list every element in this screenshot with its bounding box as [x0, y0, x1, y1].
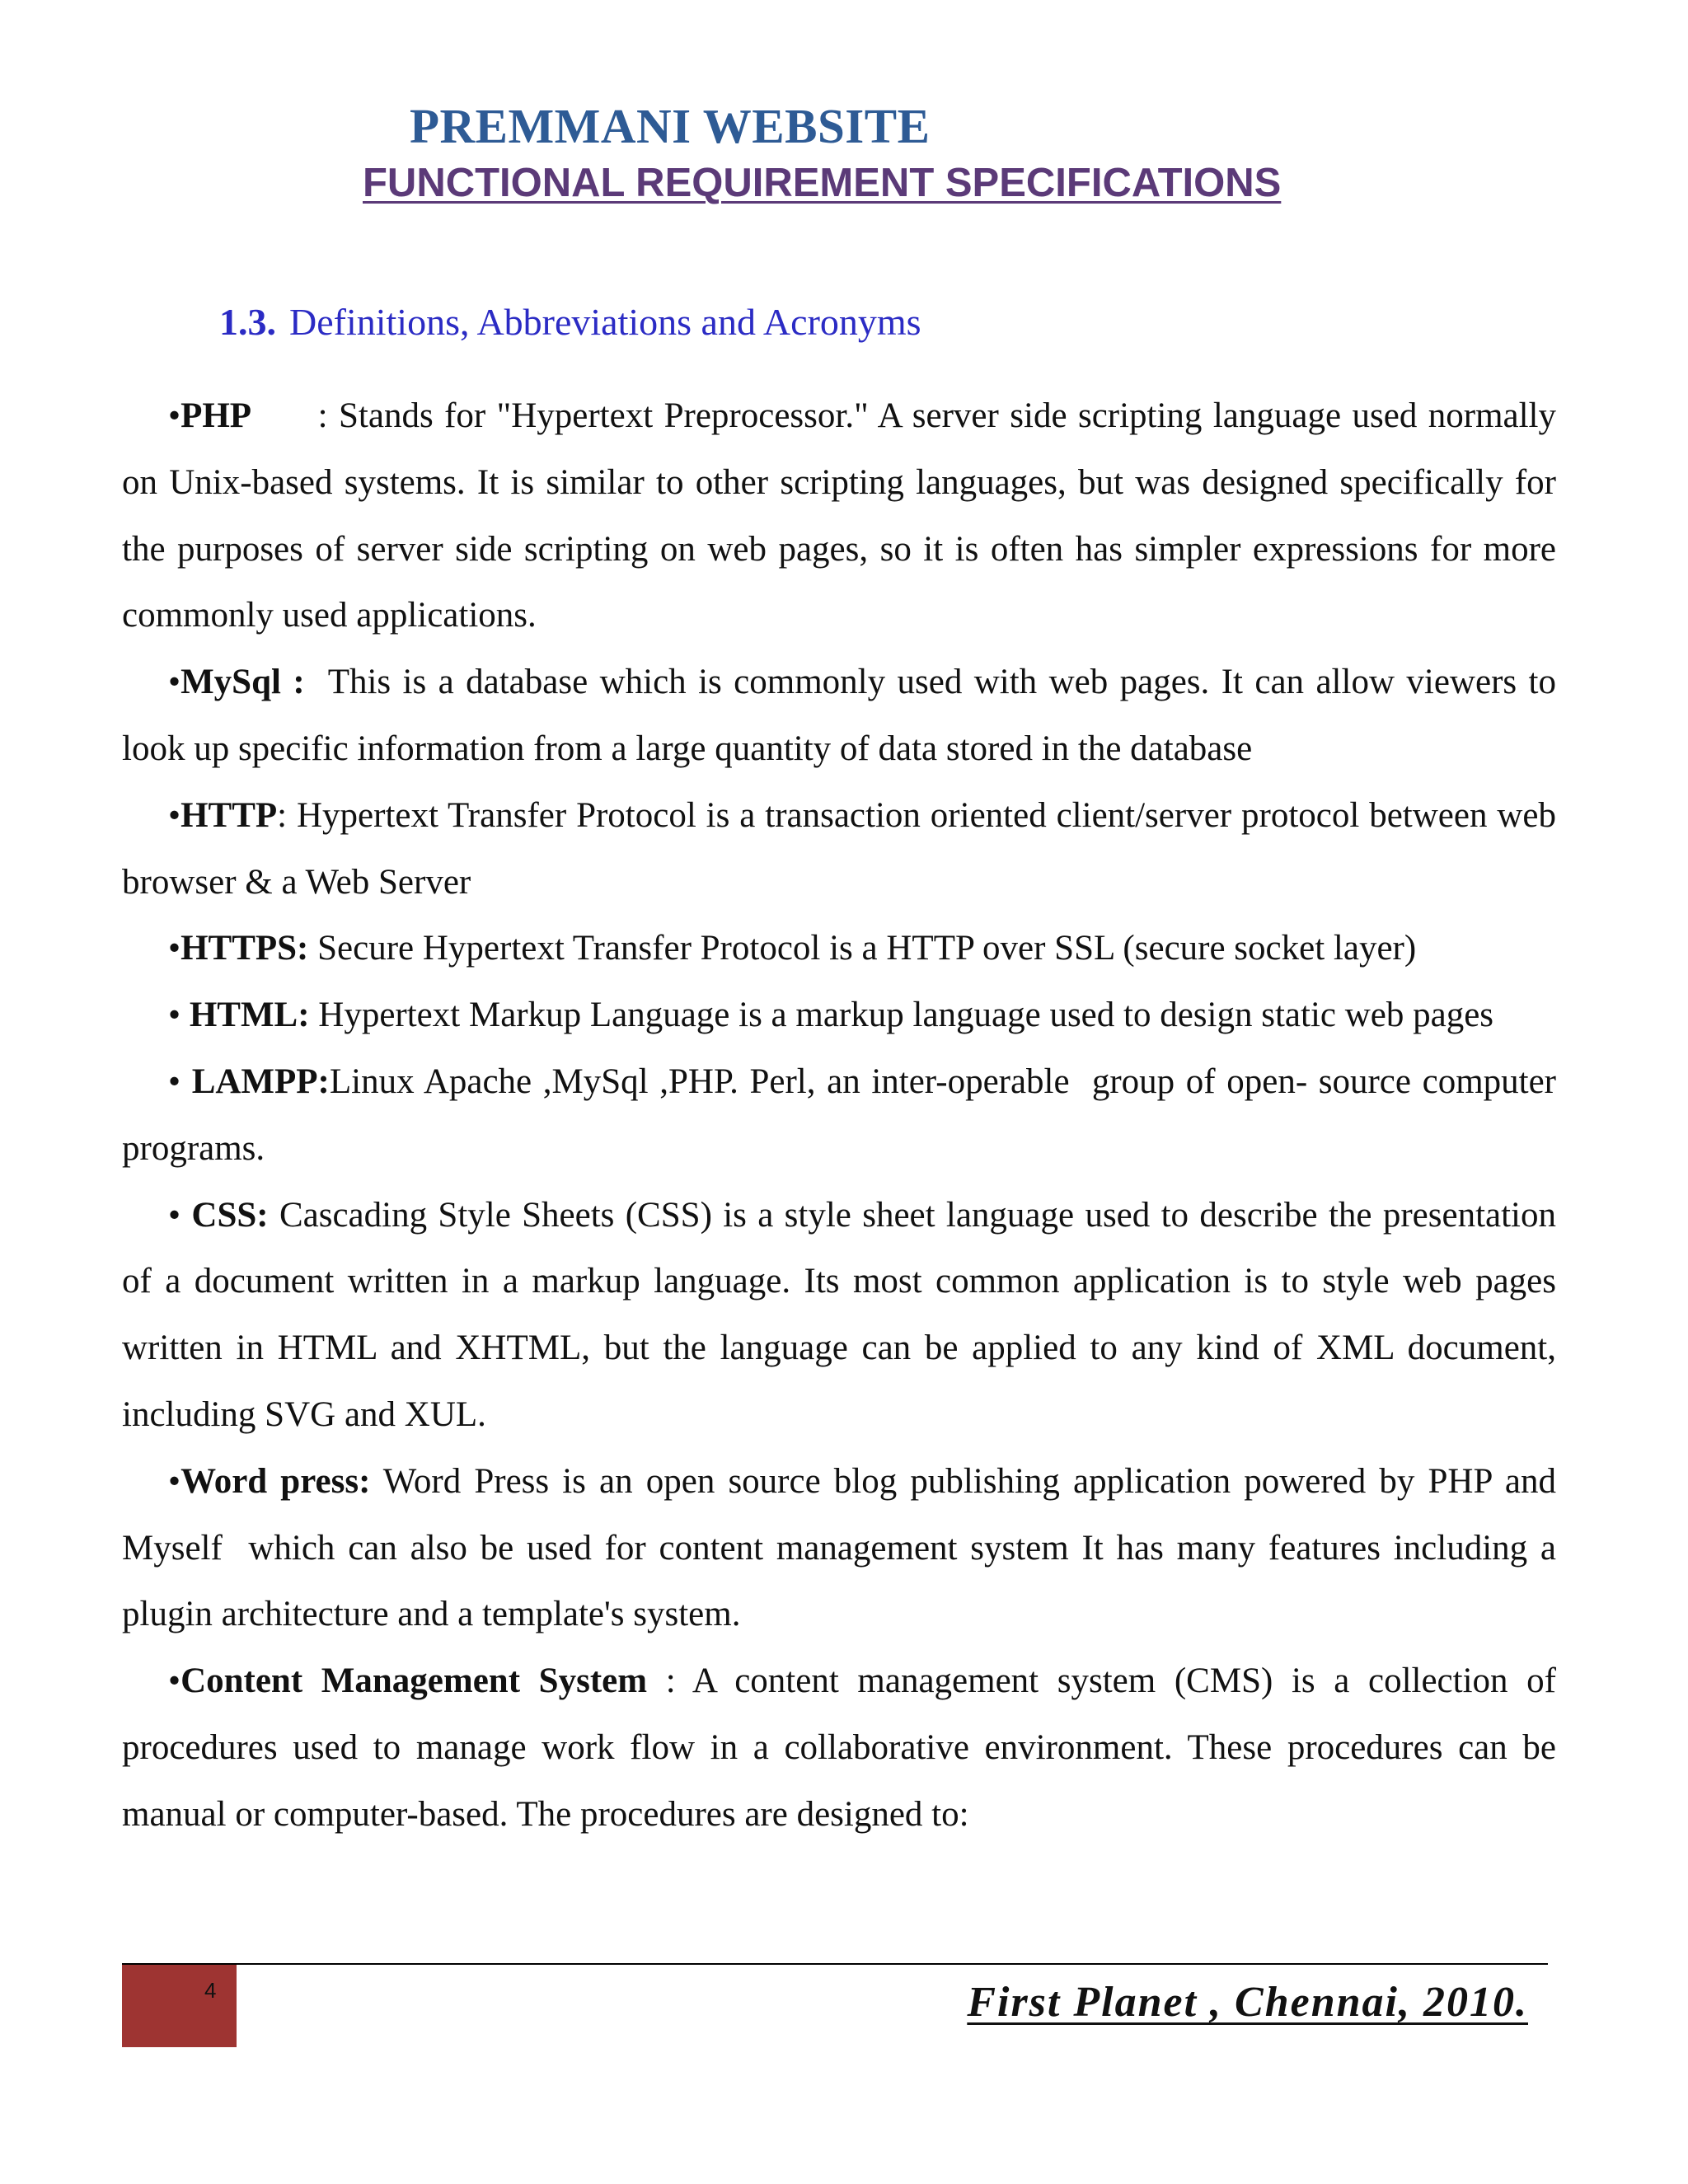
definition-text: Linux Apache ,MySql ,PHP. Perl, an inter-operable group of open- source computer programs.	[122, 1062, 1565, 1168]
definitions-list	[122, 383, 1565, 1849]
definition-term: Content Management System	[181, 1661, 648, 1701]
definition-cms	[122, 1648, 1556, 1848]
definition-html	[122, 982, 1556, 1049]
definition-term: HTML:	[189, 996, 310, 1035]
definition-css	[122, 1183, 1556, 1449]
footer-divider	[122, 1963, 1548, 1965]
definition-wordpress	[122, 1449, 1565, 1648]
bullet-icon: •	[168, 1195, 192, 1235]
definition-text: Word Press is an open source blog publishing application powered by PHP and Myself which can also be used for content management system It has many features including a plugin architecture and a template's system.	[122, 1461, 1565, 1634]
definition-term: HTTPS:	[181, 929, 309, 968]
section-heading	[219, 299, 921, 344]
section-title: Definitions, Abbreviations and Acronyms	[289, 301, 921, 343]
definition-lampp	[122, 1049, 1565, 1183]
definition-term: MySql :	[181, 663, 305, 702]
definition-text: Cascading Style Sheets (CSS) is a style sheet language used to describe the presentation of a document written in a markup language. Its most common application is to style web pages written in HTML and XHTML, but the language can be applied to any kind of XML document, including SVG and XUL.	[122, 1195, 1556, 1434]
definition-https	[122, 916, 1556, 982]
definition-term: HTTP	[181, 795, 278, 835]
page-number-box	[122, 1965, 237, 2047]
bullet-icon: •	[168, 396, 181, 435]
section-number: 1.3.	[219, 301, 276, 343]
bullet-icon: •	[168, 1062, 192, 1101]
page-number: 4	[204, 1978, 217, 2003]
bullet-icon: •	[168, 663, 181, 702]
definition-php	[122, 383, 1565, 649]
definition-text: Secure Hypertext Transfer Protocol is a HTTP over SSL (secure socket layer)	[308, 929, 1417, 968]
document-title: PREMMANI WEBSITE	[410, 99, 931, 153]
definition-text: : A content management system (CMS) is a collection of procedures used to manage work flow in a collaborative environment. These procedures can be manual or computer-based. The procedures are designed to:	[122, 1661, 1556, 1834]
definition-term: CSS:	[191, 1195, 269, 1235]
definition-text: : Hypertext Transfer Protocol is a transaction oriented client/server protocol between web browser & a Web Server	[122, 795, 1556, 902]
definition-http	[122, 783, 1556, 916]
definition-term: Word press:	[181, 1461, 371, 1501]
bullet-icon: •	[168, 1661, 181, 1701]
definition-mysql	[122, 649, 1565, 783]
definition-term: LAMPP:	[191, 1062, 330, 1101]
bullet-icon: •	[168, 929, 181, 968]
document-subtitle: FUNCTIONAL REQUIREMENT SPECIFICATIONS	[363, 161, 1282, 205]
definition-term: PHP	[181, 396, 252, 435]
definition-text: Hypertext Markup Language is a markup language used to design static web pages	[309, 996, 1494, 1035]
bullet-icon: •	[168, 795, 181, 835]
bullet-icon: •	[168, 996, 190, 1035]
definition-text: This is a database which is commonly used with web pages. It can allow viewers to look up specific information from a large quantity of data stored in the database	[122, 663, 1565, 768]
bullet-icon: •	[168, 1461, 181, 1501]
footer-organization: First Planet , Chennai, 2010.	[967, 1979, 1528, 2026]
definition-text: : Stands for "Hypertext Preprocessor." A server side scripting language used normally on Unix-based systems. It is similar to other scripting languages, but was designed specifically for the purposes of server side scripting on web pages, so it is often has simpler expressions for more commonly used applications.	[122, 396, 1565, 635]
